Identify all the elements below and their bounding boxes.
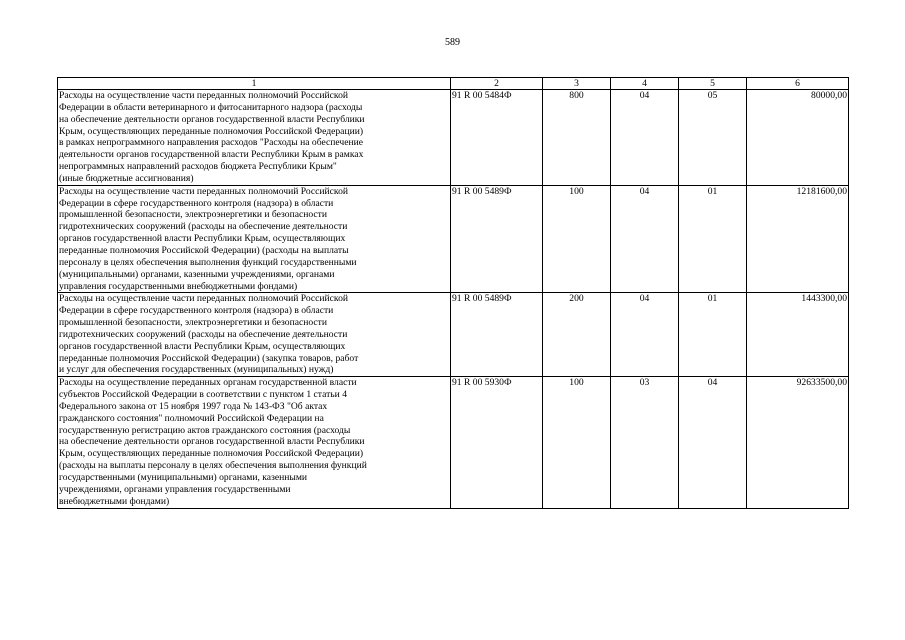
section-cell: 03 — [611, 377, 679, 508]
header-cell-6: 6 — [747, 78, 849, 90]
amount-cell: 1443300,00 — [747, 293, 849, 377]
expense-name-line: Федерации в области ветеринарного и фитосанитарного надзора (расходы — [59, 101, 363, 113]
section-cell: 04 — [611, 90, 679, 186]
expense-name-line: учреждениями, органами управления государственными — [59, 483, 291, 495]
table-row — [58, 293, 849, 377]
expense-name-line: Федерации в сфере государственного контроля (надзора) в области — [59, 305, 334, 317]
expense-name-cell — [58, 377, 451, 508]
expense-name-line: промышленной безопасности, электроэнергетики и безопасности — [59, 209, 327, 221]
expense-name-line: управления государственными внебюджетными фондами) — [59, 280, 298, 292]
page-number: 589 — [445, 37, 460, 48]
expense-name-line: (муниципальными) органами, казенными учреждениями, органами — [59, 268, 335, 280]
expense-name-line: органов государственной власти Республики Крым, осуществляющих — [59, 233, 346, 245]
expense-name-line: промышленной безопасности, электроэнергетики и безопасности — [59, 317, 327, 329]
table-row — [58, 377, 849, 508]
section-cell: 04 — [611, 185, 679, 293]
expense-type-cell: 800 — [543, 90, 611, 186]
expense-name-line: Расходы на осуществление части переданных полномочий Российской — [59, 90, 349, 101]
amount-cell: 80000,00 — [747, 90, 849, 186]
expense-name-line: (иные бюджетные ассигнования) — [59, 172, 194, 184]
target-article-code-cell: 91 R 00 5489Ф — [451, 185, 543, 293]
header-cell-3: 3 — [543, 78, 611, 90]
expense-name-line: Расходы на осуществление части переданных полномочий Российской — [59, 185, 349, 197]
expense-name-cell — [58, 90, 451, 186]
expense-name-line: Расходы на осуществление переданных органам государственной власти — [59, 377, 357, 389]
expense-name-line: гидротехнических сооружений (расходы на обеспечение деятельности — [59, 328, 348, 340]
subsection-cell: 04 — [679, 377, 747, 508]
expense-name-cell — [58, 185, 451, 293]
target-article-code-cell: 91 R 00 5484Ф — [451, 90, 543, 186]
expense-name-line: государственную регистрацию актов гражданского состояния (расходы — [59, 424, 351, 436]
subsection-cell: 01 — [679, 185, 747, 293]
header-row — [58, 78, 849, 90]
section-cell: 04 — [611, 293, 679, 377]
expense-name-line: и услуг для обеспечения государственных (муниципальных) нужд) — [59, 364, 334, 376]
amount-cell: 92633500,00 — [747, 377, 849, 508]
expense-name-line: (расходы на выплаты персоналу в целях обеспечения выполнения функций — [59, 460, 367, 472]
target-article-code-cell: 91 R 00 5930Ф — [451, 377, 543, 508]
expense-name-line: переданные полномочия Российской Федерации) (расходы на выплаты — [59, 244, 349, 256]
expense-name-line: персоналу в целях обеспечения выполнения функций государственными — [59, 256, 357, 268]
expense-name-line: непрограммных направлений расходов бюджета Республики Крым" — [59, 161, 337, 173]
expense-name-line: на обеспечение деятельности органов государственной власти Республики — [59, 436, 365, 448]
expense-name-line: деятельности органов государственной власти Республики Крым в рамках — [59, 149, 364, 161]
expense-name-line: в рамках непрограммного направления расходов "Расходы на обеспечение — [59, 137, 364, 149]
expense-name-line: гидротехнических сооружений (расходы на обеспечение деятельности — [59, 221, 348, 233]
table-row — [58, 185, 849, 293]
amount-cell: 12181600,00 — [747, 185, 849, 293]
subsection-cell: 01 — [679, 293, 747, 377]
header-cell-1: 1 — [58, 78, 451, 90]
expense-name-line: внебюджетными фондами) — [59, 495, 170, 507]
header-cell-4: 4 — [611, 78, 679, 90]
expense-name-line: субъектов Российской Федерации в соответствии с пунктом 1 статьи 4 — [59, 389, 347, 401]
expense-name-cell — [58, 293, 451, 377]
expense-type-cell: 100 — [543, 377, 611, 508]
expense-name-line: государственными (муниципальными) органами, казенными — [59, 472, 308, 483]
header-cell-5: 5 — [679, 78, 747, 90]
expense-name-line: гражданского состояния" полномочий Российской Федерации на — [59, 412, 324, 424]
expense-name-line: Расходы на осуществление части переданных полномочий Российской — [59, 293, 349, 305]
expense-type-cell: 200 — [543, 293, 611, 377]
expense-name-line: на обеспечение деятельности органов государственной власти Республики — [59, 113, 365, 125]
expense-name-line: Крым, осуществляющих переданные полномочия Российской Федерации) — [59, 448, 364, 460]
budget-table — [57, 77, 849, 509]
expense-type-cell: 100 — [543, 185, 611, 293]
expense-name-line: переданные полномочия Российской Федерации) (закупка товаров, работ — [59, 352, 359, 364]
table-body — [58, 90, 849, 509]
header-cell-2: 2 — [451, 78, 543, 90]
table-row — [58, 90, 849, 186]
target-article-code-cell: 91 R 00 5489Ф — [451, 293, 543, 377]
subsection-cell: 05 — [679, 90, 747, 186]
expense-name-line: Федерации в сфере государственного контроля (надзора) в области — [59, 197, 334, 209]
expense-name-line: органов государственной власти Республики Крым, осуществляющих — [59, 340, 346, 352]
expense-name-line: Федерального закона от 15 ноября 1997 года № 143-ФЗ "Об актах — [59, 400, 328, 412]
expense-name-line: Крым, осуществляющих переданные полномочия Российской Федерации) — [59, 125, 364, 137]
